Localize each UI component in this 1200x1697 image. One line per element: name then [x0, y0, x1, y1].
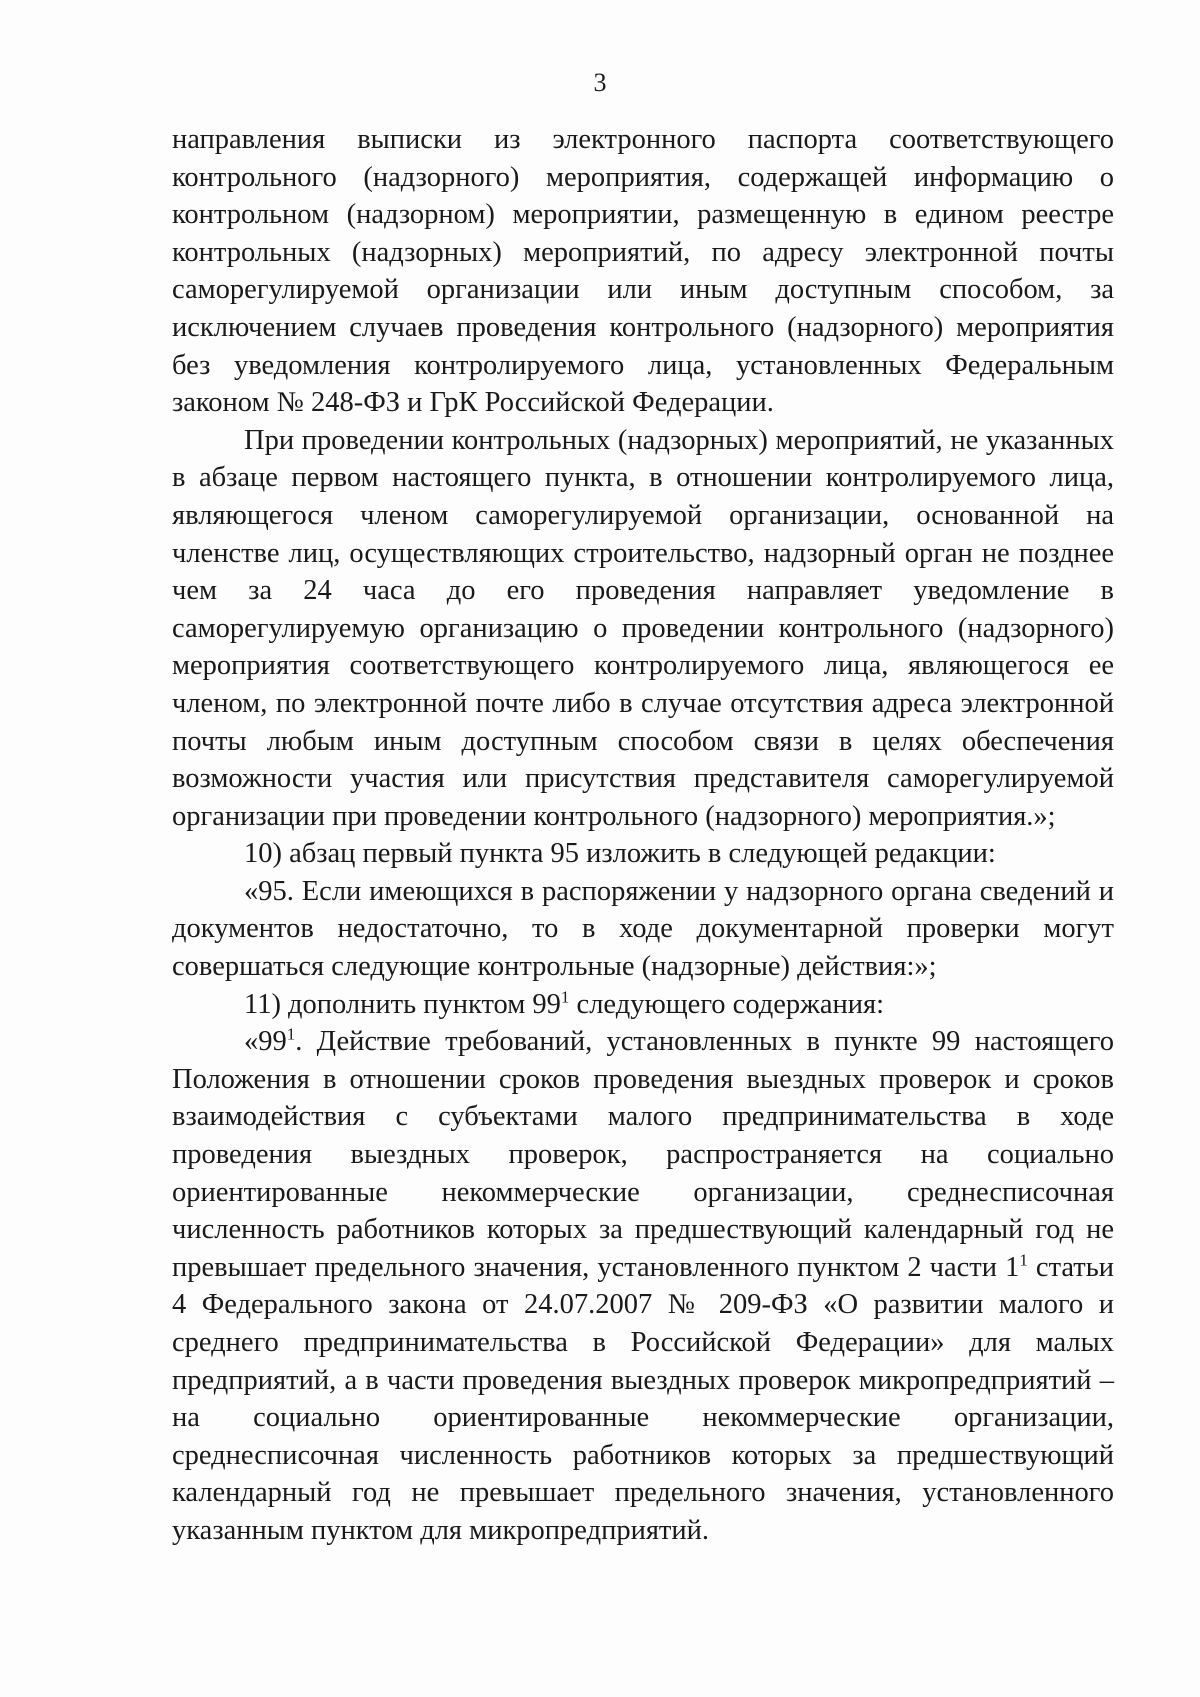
paragraph-text: 10) абзац первый пункта 95 изложить в следующей редакции:	[244, 838, 996, 870]
paragraph	[172, 986, 1114, 1024]
paragraph	[172, 422, 1114, 836]
superscript: 1	[560, 987, 570, 1007]
superscript: 1	[1019, 1250, 1028, 1270]
paragraph	[172, 121, 1114, 422]
paragraph	[172, 835, 1114, 873]
page-number: 3	[593, 68, 607, 97]
paragraph-text: статьи 4 Федерального закона от 24.07.2007 № 209-ФЗ «О развитии малого и среднего предпринимательства в Российской Федерации» для малых предприятий, а в части проведения выездных проверок микропредприятий – на социально ориентированные некоммерческие организации, среднесписочная численность работников которых за предшествующий календарный год не превышает предельного значения, установленного указанным пунктом для микропредприятий.	[172, 1251, 1114, 1546]
document-body	[172, 121, 1114, 1550]
superscript: 1	[286, 1024, 296, 1044]
paragraph-text: направления выписки из электронного паспорта соответствующего контрольного (надзорного) мероприятия, содержащей информацию о контрольном (надзорном) мероприятии, размещенную в едином реестре контрольных (надзорных) мероприятий, по адресу электронной почты саморегулируемой организации или иным доступным способом, за исключением случаев проведения контрольного (надзорного) мероприятия без уведомления контролируемого лица, установленных Федеральным законом № 248-ФЗ и ГрК Российской Федерации.	[172, 124, 1114, 419]
paragraph-text: . Действие требований, установленных в пункте 99 настоящего Положения в отношении сроков проведения выездных проверок и сроков взаимодействия с субъектами малого предпринимательства в ходе проведения выездных проверок, распространяется на социально ориентированные некоммерческие организации, среднесписочная численность работников которых за предшествующий календарный год не превышает предельного значения, установленного пунктом 2 части 1	[172, 1026, 1114, 1283]
paragraph	[172, 873, 1114, 986]
paragraph-text: «95. Если имеющихся в распоряжении у надзорного органа сведений и документов недостаточно, то в ходе документарной проверки могут совершаться следующие контрольные (надзорные) действия:»;	[172, 875, 1114, 983]
paragraph-text: 11) дополнить пунктом 99	[244, 988, 561, 1020]
paragraph-text: При проведении контрольных (надзорных) мероприятий, не указанных в абзаце первом настоящего пункта, в отношении контролируемого лица, являющегося членом саморегулируемой организации, основанной на членстве лиц, осуществляющих строительство, надзорный орган не позднее чем за 24 часа до его проведения направляет уведомление в саморегулируемую организацию о проведении контрольного (надзорного) мероприятия соответствующего контролируемого лица, являющегося ее членом, по электронной почте либо в случае отсутствия адреса электронной почты любым иным доступным способом связи в целях обеспечения возможности участия или присутствия представителя саморегулируемой организации при проведении контрольного (надзорного) мероприятия.»;	[172, 424, 1114, 832]
paragraph-text: «99	[244, 1026, 287, 1058]
paragraph-text: следующего содержания:	[569, 988, 885, 1020]
paragraph	[172, 1023, 1114, 1549]
